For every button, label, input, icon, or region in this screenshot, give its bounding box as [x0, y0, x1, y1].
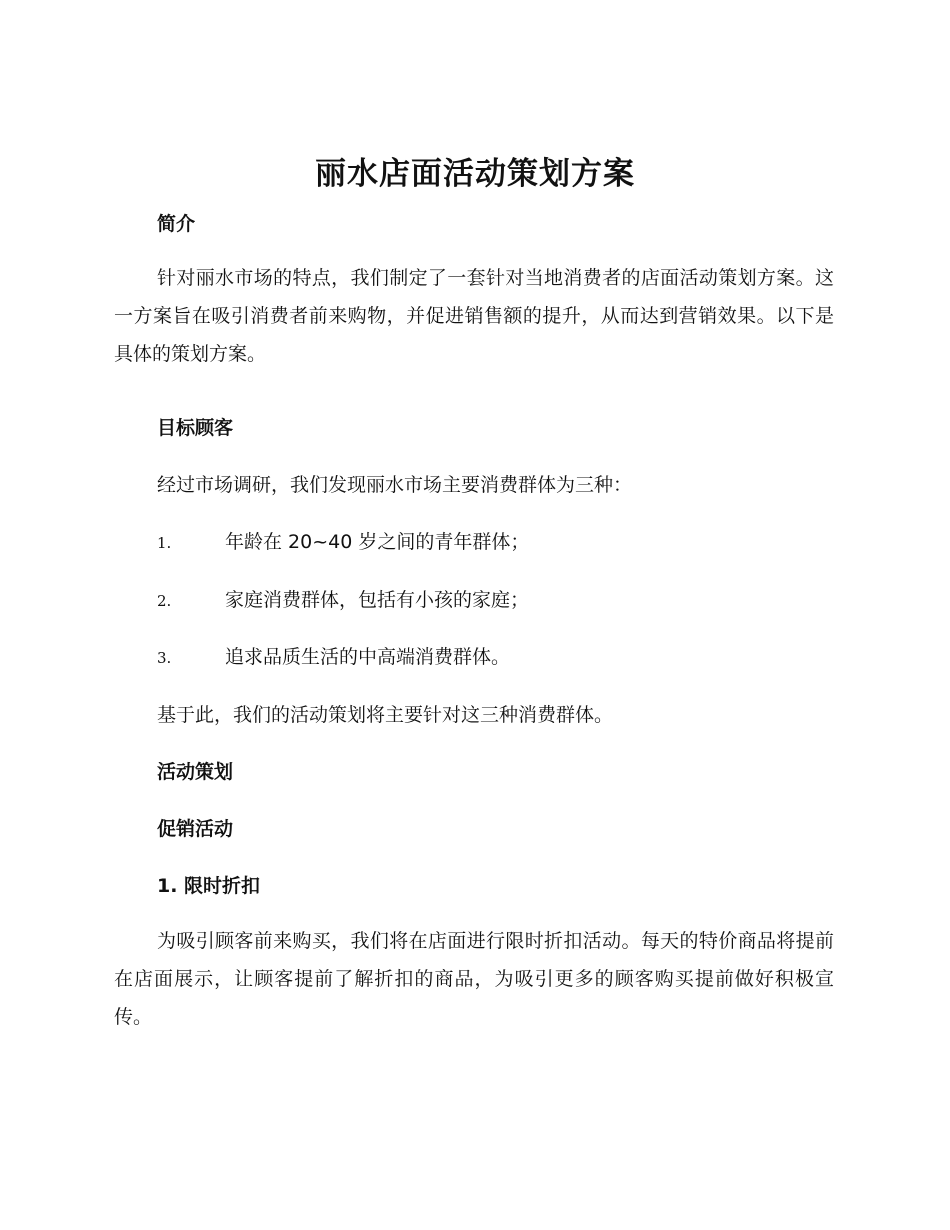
subheading-promotion: 促销活动 — [157, 818, 234, 840]
section-heading-target: 目标顾客 — [157, 417, 234, 439]
list-item-text: 年龄在 20~40 岁之间的青年群体； — [225, 531, 530, 553]
target-lead-text: 经过市场调研，我们发现丽水市场主要消费群体为三种： — [157, 474, 633, 496]
list-item — [157, 527, 529, 554]
section-heading-plan: 活动策划 — [157, 761, 234, 783]
list-item — [157, 585, 529, 612]
item-heading-limited-discount: 1. 限时折扣 — [157, 875, 261, 897]
list-item-number: 1. — [157, 534, 172, 552]
list-item-text: 家庭消费群体，包括有小孩的家庭； — [225, 589, 530, 611]
list-item-number: 3. — [157, 649, 172, 667]
target-conclusion-text: 基于此，我们的活动策划将主要针对这三种消费群体。 — [157, 704, 614, 726]
document-title: 丽水店面活动策划方案 — [315, 156, 635, 192]
plan-paragraph: 为吸引顾客前来购买，我们将在店面进行限时折扣活动。每天的特价商品将提前在店面展示，让顾客提前了解折扣的商品，为吸引更多的顾客购买提前做好积极宣传。 — [114, 930, 834, 1028]
list-item-number: 2. — [157, 592, 172, 610]
list-item — [157, 642, 510, 669]
intro-paragraph: 针对丽水市场的特点，我们制定了一套针对当地消费者的店面活动策划方案。这一方案旨在吸引消费者前来购物，并促进销售额的提升，从而达到营销效果。以下是具体的策划方案。 — [114, 267, 834, 365]
section-heading-intro: 简介 — [157, 213, 196, 235]
list-item-text: 追求品质生活的中高端消费群体。 — [225, 646, 511, 668]
